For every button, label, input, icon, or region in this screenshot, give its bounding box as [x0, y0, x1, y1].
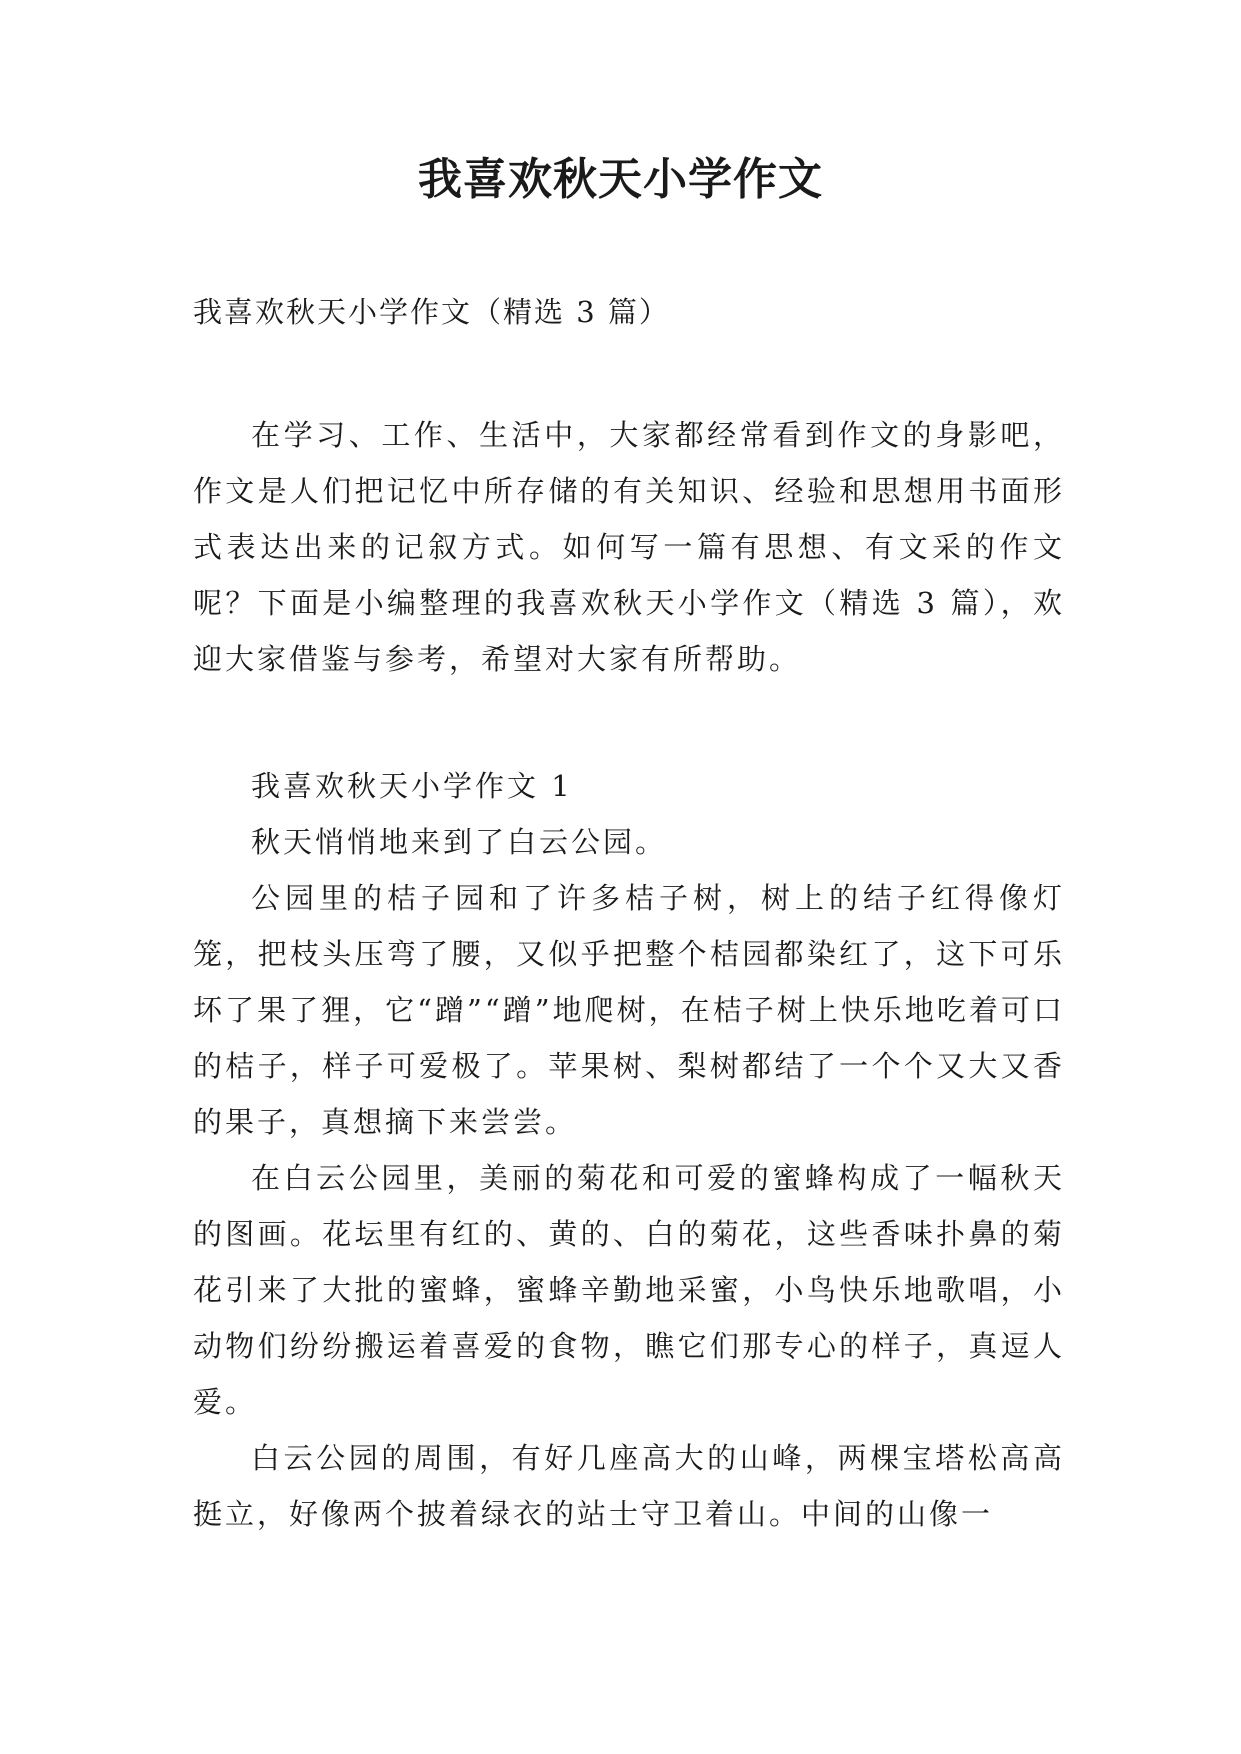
intro-paragraph: 在学习、工作、生活中，大家都经常看到作文的身影吧，作文是人们把记忆中所存储的有关知识、经验和思想用书面形式表达出来的记叙方式。如何写一篇有思想、有文采的作文呢？下面是小编整理的我喜欢秋天小学作文（精选 3 篇），欢迎大家借鉴与参考，希望对大家有所帮助。 [193, 418, 1065, 676]
document-subtitle: 我喜欢秋天小学作文（精选 3 篇） [193, 295, 670, 329]
essay-heading: 我喜欢秋天小学作文 1 [251, 769, 573, 803]
essay-paragraph: 白云公园的周围，有好几座高大的山峰，两棵宝塔松高高挺立，好像两个披着绿衣的站士守卫着山。中间的山像一 [193, 1441, 1065, 1531]
essay-section [193, 758, 1065, 1542]
essay-paragraph: 秋天悄悄地来到了白云公园。 [251, 825, 668, 859]
essay-paragraph: 公园里的桔子园和了许多桔子树，树上的结子红得像灯笼，把枝头压弯了腰，又似乎把整个桔园都染红了，这下可乐坏了果了狸，它“蹭”“蹭”地爬树，在桔子树上快乐地吃着可口的桔子，样子可爱极了。苹果树、梨树都结了一个个又大又香的果子，真想摘下来尝尝。 [193, 881, 1065, 1139]
document-title: 我喜欢秋天小学作文 [418, 154, 823, 205]
intro-section [193, 407, 1065, 687]
essay-paragraph: 在白云公园里，美丽的菊花和可爱的蜜蜂构成了一幅秋天的图画。花坛里有红的、黄的、白的菊花，这些香味扑鼻的菊花引来了大批的蜜蜂，蜜蜂辛勤地采蜜，小鸟快乐地歌唱，小动物们纷纷搬运着喜爱的食物，瞧它们那专心的样子，真逗人爱。 [193, 1161, 1065, 1419]
